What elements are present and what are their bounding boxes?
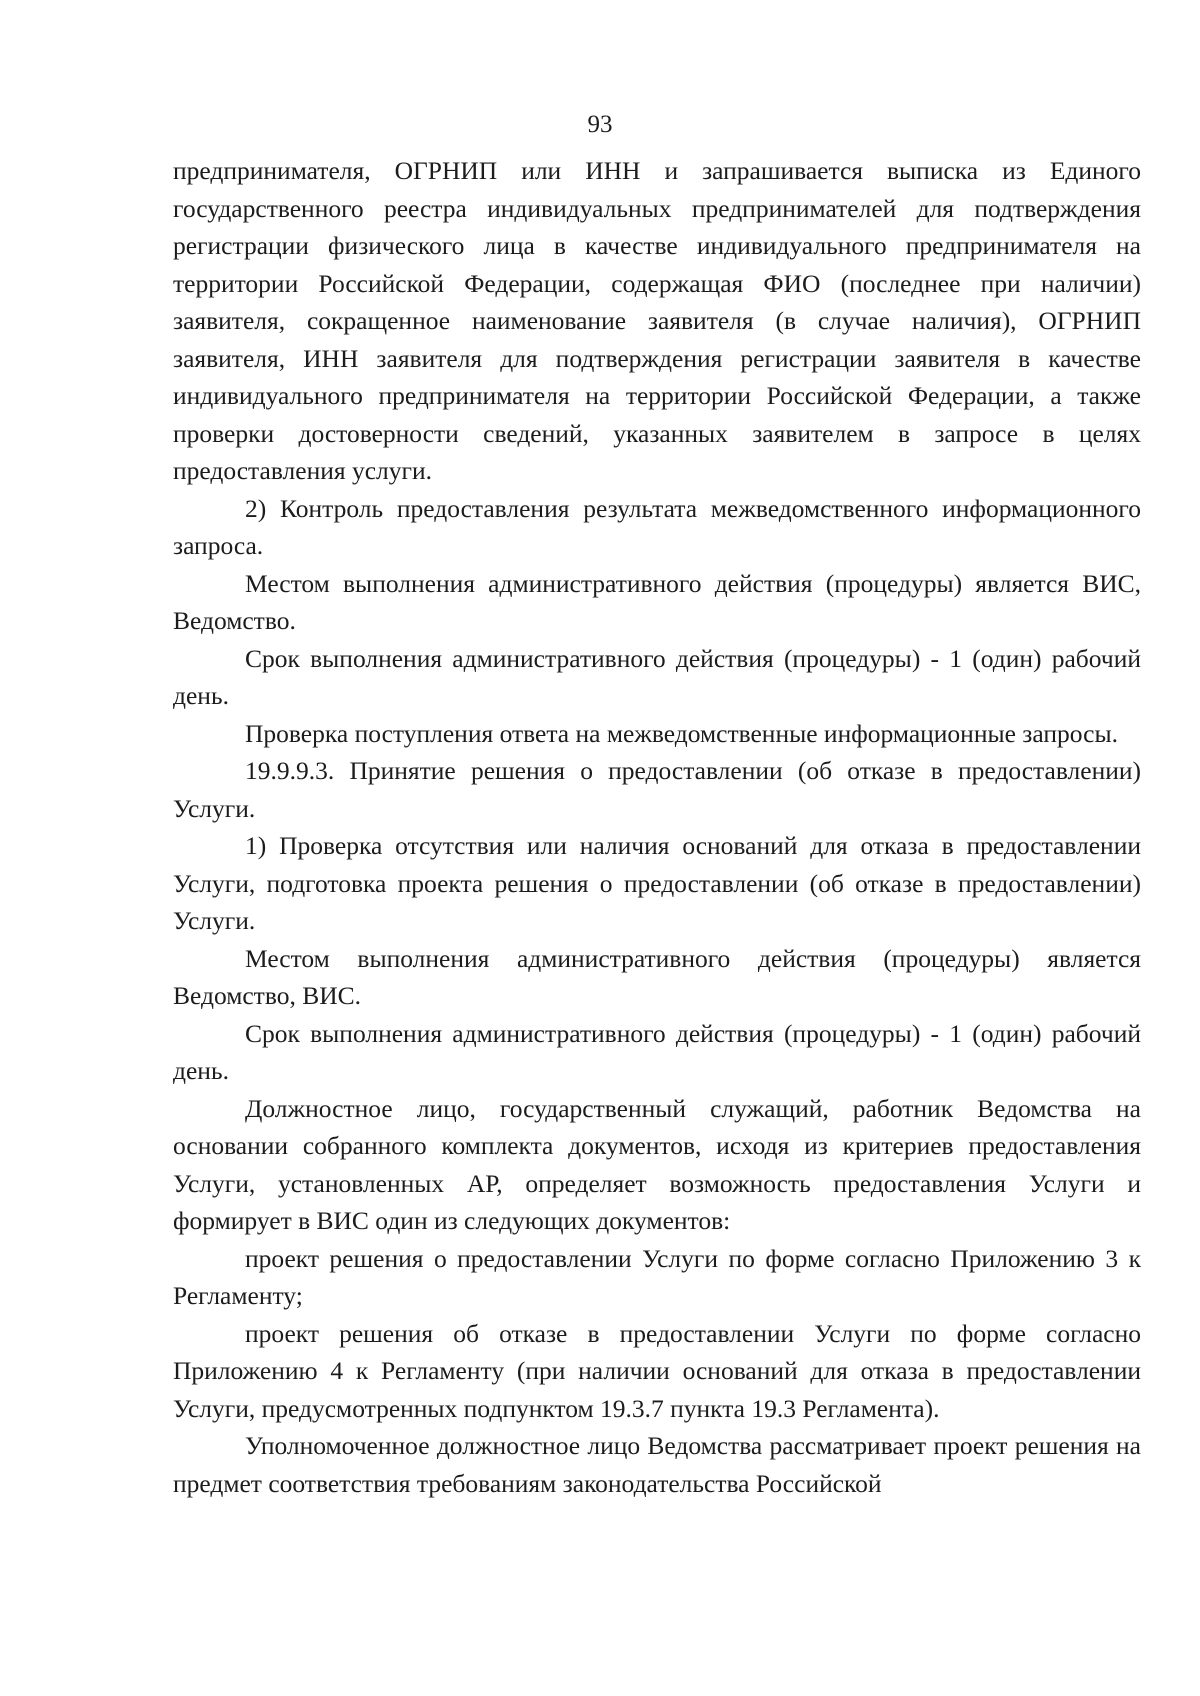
paragraph-8: Местом выполнения административного действия (процедуры) является Ведомство, ВИС. <box>173 943 1141 1010</box>
paragraph-2: 2) Контроль предоставления результата межведомственного информационного запроса. <box>173 493 1141 560</box>
paragraph-13: Уполномоченное должностное лицо Ведомства рассматривает проект решения на предмет соответствия требованиям законодательства Российской <box>173 1431 1141 1498</box>
paragraph-12: проект решения об отказе в предоставлении Услуги по форме согласно Приложению 4 к Регламенту (при наличии оснований для отказа в предоставлении Услуги, предусмотренных подпунктом 19.3.7 пункта 19.3 Регламента). <box>173 1318 1141 1423</box>
paragraph-4: Срок выполнения административного действия (процедуры) - 1 (один) рабочий день. <box>173 643 1141 710</box>
paragraph-1: предпринимателя, ОГРНИП или ИНН и запрашивается выписка из Единого государственного реестра индивидуальных предпринимателей для подтверждения регистрации физического лица в качестве индивидуального предпринимателя на территории Российской Федерации, содержащая ФИО (последнее при наличии) заявителя, сокращенное наименование заявителя (в случае наличия), ОГРНИП заявителя, ИНН заявителя для подтверждения регистрации заявителя в качестве индивидуального предпринимателя на территории Российской Федерации, а также проверки достоверности сведений, указанных заявителем в запросе в целях предоставления услуги. <box>173 156 1141 485</box>
document-body <box>173 152 1141 1502</box>
paragraph-5: Проверка поступления ответа на межведомственные информационные запросы. <box>245 718 1118 748</box>
paragraph-6: 19.9.9.3. Принятие решения о предоставлении (об отказе в предоставлении) Услуги. <box>173 756 1141 823</box>
paragraph-3: Местом выполнения административного действия (процедуры) является ВИС, Ведомство. <box>173 568 1141 635</box>
paragraph-7: 1) Проверка отсутствия или наличия оснований для отказа в предоставлении Услуги, подготовка проекта решения о предоставлении (об отказе в предоставлении) Услуги. <box>173 831 1141 935</box>
page-number: 93 <box>587 111 613 138</box>
paragraph-9: Срок выполнения административного действия (процедуры) - 1 (один) рабочий день. <box>173 1018 1141 1085</box>
paragraph-11: проект решения о предоставлении Услуги по форме согласно Приложению 3 к Регламенту; <box>173 1243 1141 1310</box>
paragraph-10: Должностное лицо, государственный служащий, работник Ведомства на основании собранного комплекта документов, исходя из критериев предоставления Услуги, установленных АР, определяет возможность предоставления Услуги и формирует в ВИС один из следующих документов: <box>173 1093 1141 1235</box>
